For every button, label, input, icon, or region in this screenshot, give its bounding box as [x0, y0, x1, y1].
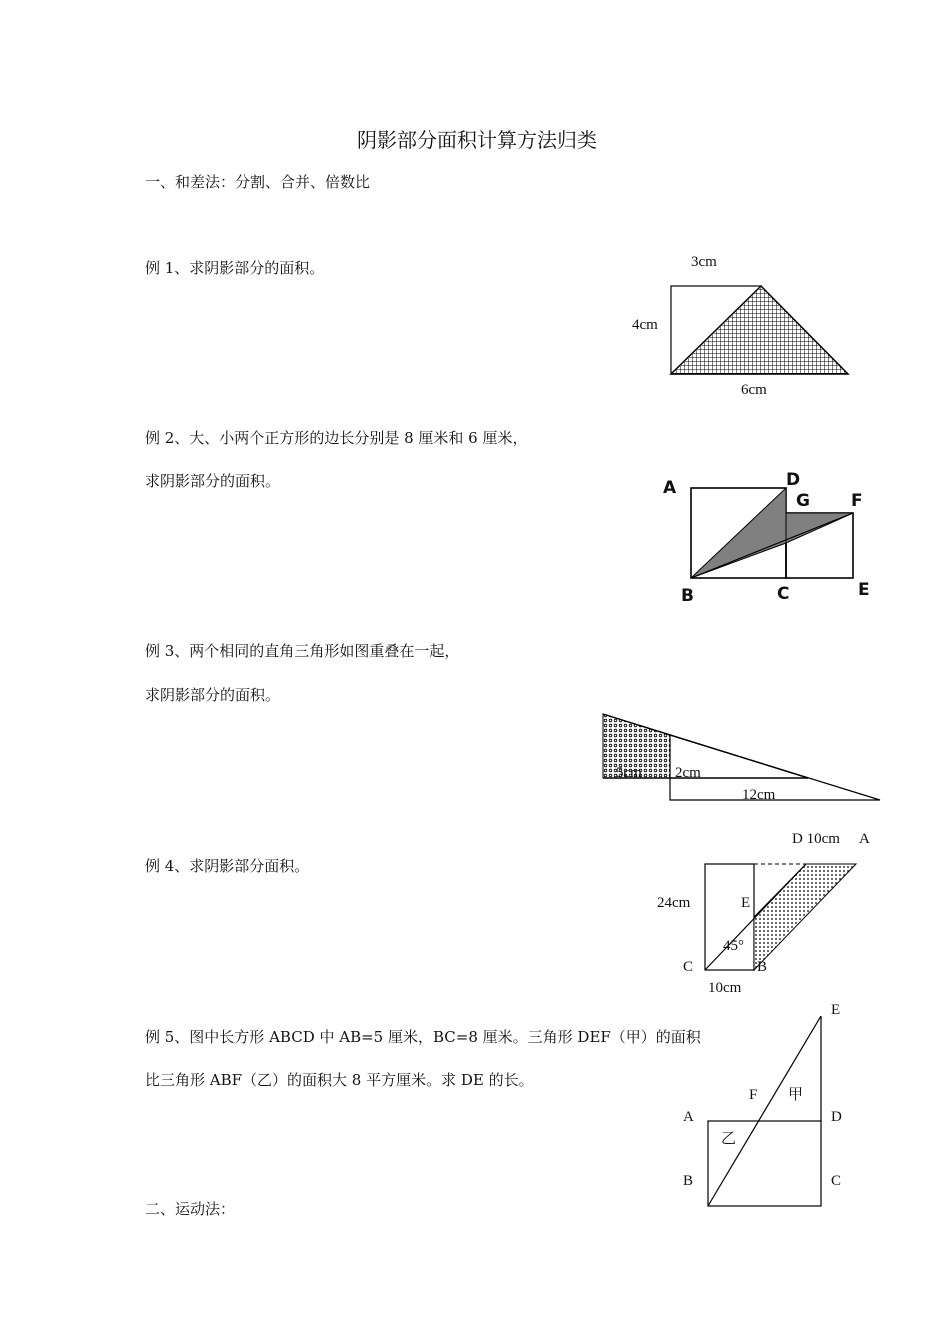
- label-A: A: [683, 1109, 694, 1125]
- label-5cm: 5cm: [616, 765, 642, 781]
- label-F: F: [749, 1087, 758, 1103]
- shaded-parallelogram: [754, 864, 856, 970]
- label-C: C: [683, 959, 694, 975]
- example-2-line-2: 求阴影部分的面积。: [145, 472, 281, 490]
- label-E: E: [741, 895, 751, 911]
- label-3cm: 3cm: [691, 254, 717, 270]
- label-45-deg: 45°: [723, 938, 744, 954]
- label-C: C: [777, 584, 790, 604]
- label-B: B: [683, 1173, 694, 1189]
- example-3-figure: [598, 708, 888, 808]
- section-2-heading: 二、运动法：: [145, 1200, 236, 1218]
- label-E: E: [858, 580, 870, 600]
- label-F: F: [851, 491, 863, 511]
- example-1-figure: [620, 245, 860, 405]
- shaded-triangle: [671, 286, 848, 374]
- example-4-text: 例 4、求阴影部分面积。: [145, 857, 310, 875]
- label-B: B: [757, 959, 768, 975]
- example-5-line-2: 比三角形 ABF（乙）的面积大 8 平方厘米。求 DE 的长。: [145, 1071, 534, 1089]
- example-5-figure: [670, 995, 860, 1215]
- example-3-line-2: 求阴影部分的面积。: [145, 686, 281, 704]
- label-B: B: [681, 586, 694, 606]
- label-12cm: 12cm: [742, 787, 776, 803]
- label-D: D: [831, 1109, 842, 1125]
- label-yi: 乙: [721, 1131, 737, 1147]
- rectangle: [705, 864, 754, 970]
- label-d-10cm: D 10cm: [792, 831, 840, 847]
- example-4-figure: [650, 825, 885, 1000]
- label-24cm: 24cm: [657, 895, 691, 911]
- label-A: A: [859, 831, 870, 847]
- label-E: E: [831, 1002, 841, 1018]
- example-3-line-1: 例 3、两个相同的直角三角形如图重叠在一起，: [145, 642, 460, 660]
- example-5-line-1: 例 5、图中长方形 ABCD 中 AB=5 厘米，BC=8 厘米。三角形 DEF（甲）的面积: [145, 1028, 701, 1046]
- label-C: C: [831, 1173, 842, 1189]
- example-1-text: 例 1、求阴影部分的面积。: [145, 259, 325, 277]
- label-2cm: 2cm: [675, 765, 701, 781]
- label-G: G: [796, 491, 810, 511]
- label-jia: 甲: [788, 1087, 804, 1103]
- line-be: [708, 1016, 821, 1206]
- label-6cm: 6cm: [741, 382, 767, 398]
- section-1-heading: 一、和差法：分割、合并、倍数比: [145, 173, 371, 191]
- shaded-triangle-bd: [691, 488, 786, 578]
- label-D: D: [786, 470, 801, 490]
- page-title: 阴影部分面积计算方法归类: [357, 128, 597, 152]
- label-10cm: 10cm: [708, 980, 742, 996]
- example-2-line-1: 例 2、大、小两个正方形的边长分别是 8 厘米和 6 厘米，: [145, 429, 528, 447]
- label-4cm: 4cm: [632, 317, 658, 333]
- example-2-figure: [655, 465, 885, 610]
- label-A: A: [663, 478, 677, 498]
